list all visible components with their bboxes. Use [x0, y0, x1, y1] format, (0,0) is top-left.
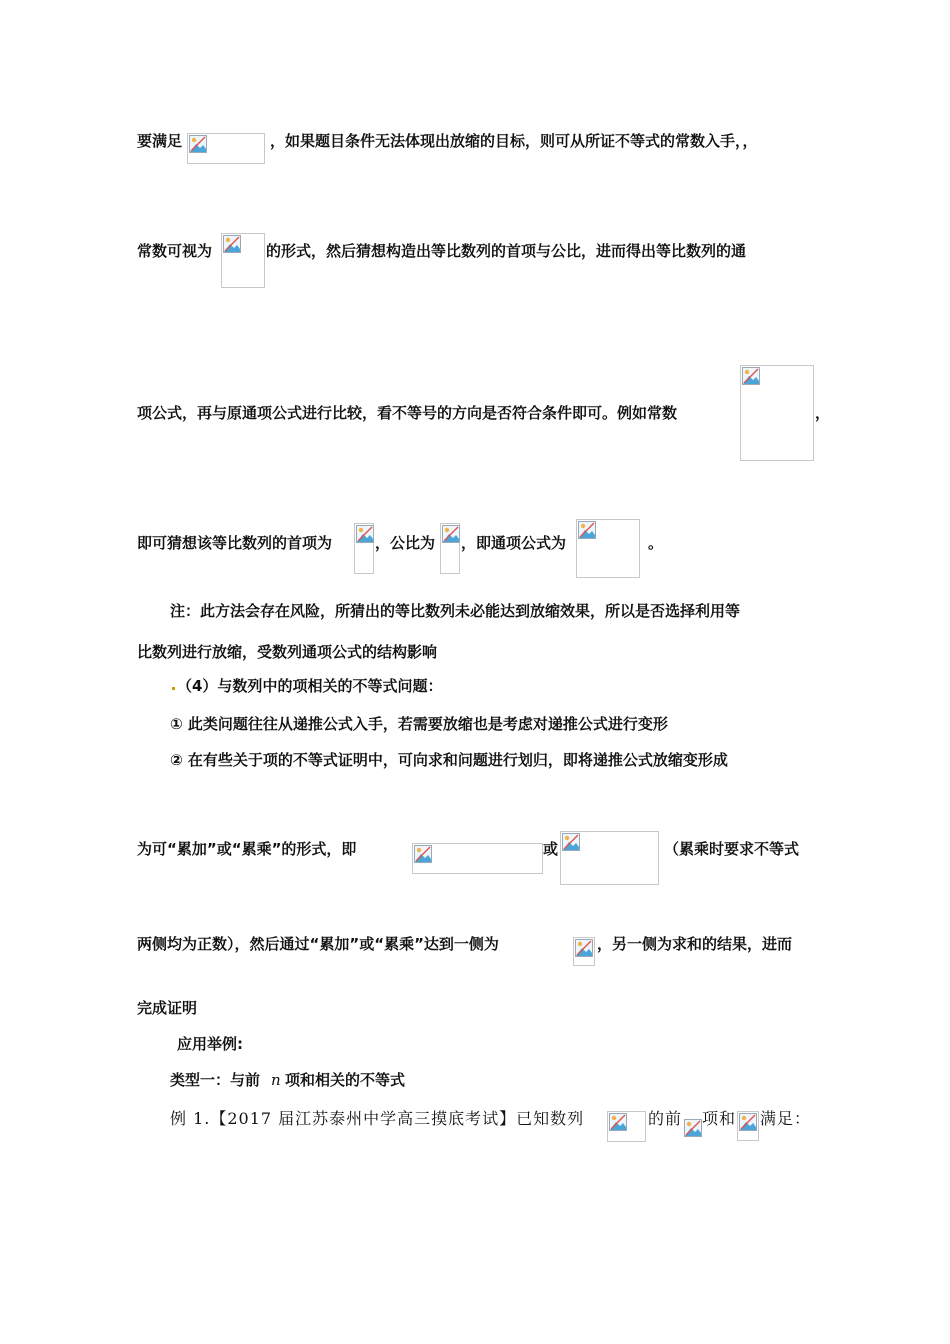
text-span: 注：此方法会存在风险，所猜出的等比数列未必能达到放缩效果，所以是否选择利用等 [170, 602, 741, 620]
broken-image-icon [189, 135, 207, 153]
broken-image-icon [609, 1113, 627, 1131]
formula-image [683, 1118, 701, 1138]
text-span: 常数可视为 [137, 242, 213, 260]
broken-image-icon [414, 845, 432, 863]
text-span: 为可“累加”或“累乘”的形式，即 [137, 840, 357, 858]
text-span: ，公比为 [375, 534, 436, 552]
text-span: ① 此类问题往往从递推公式入手，若需要放缩也是考虑对递推公式进行变形 [170, 715, 668, 733]
text-span: 类型一：与前 [170, 1071, 261, 1089]
broken-image-icon [575, 939, 593, 957]
text-span: 的形式，然后猜想构造出等比数列的首项与公比，进而得出等比数列的通 [266, 242, 747, 260]
text-span: n [271, 1071, 281, 1089]
text-span: ，另一侧为求和的结果，进而 [597, 935, 793, 953]
formula-image [560, 831, 659, 885]
formula-image [740, 365, 814, 461]
text-span: 应用举例: [177, 1035, 243, 1053]
broken-image-icon [739, 1113, 757, 1131]
broken-image-icon [442, 525, 460, 543]
text-span: 完成证明 [137, 999, 198, 1017]
formula-image [440, 523, 460, 574]
formula-image [573, 937, 595, 966]
text-span: （累乘时要求不等式 [664, 840, 800, 858]
text-span: （4）与数列中的项相关的不等式问题： [177, 677, 443, 695]
text-span: 。 [648, 534, 664, 552]
formula-image [412, 843, 543, 874]
text-span: ，即通项公式为 [461, 534, 567, 552]
text-span: 两侧均为正数），然后通过“累加”或“累乘”达到一侧为 [137, 935, 499, 953]
formula-image [221, 233, 265, 288]
text-span: ， [815, 404, 831, 422]
formula-image [576, 519, 640, 578]
broken-image-icon [742, 367, 760, 385]
text-span: 或 [543, 840, 559, 858]
text-span: 比数列进行放缩，受数列通项公式的结构影响 [137, 643, 438, 661]
text-span: 项公式，再与原通项公式进行比较，看不等号的方向是否符合条件即可。例如常数 [137, 404, 678, 422]
text-span: ② 在有些关于项的不等式证明中，可向求和问题进行划归，即将递推公式放缩变形成 [170, 751, 728, 769]
formula-image [187, 133, 265, 164]
text-span: 项和相关的不等式 [285, 1071, 406, 1089]
broken-image-icon [356, 525, 374, 543]
formula-image [607, 1111, 646, 1142]
text-span: 例 1.【2017 届江苏泰州中学高三摸底考试】已知数列 [170, 1109, 585, 1128]
text-span: 即可猜想该等比数列的首项为 [137, 534, 333, 552]
broken-image-icon [684, 1119, 702, 1137]
text-span: 项和 [702, 1109, 737, 1128]
marker-dot [172, 687, 175, 690]
broken-image-icon [223, 235, 241, 253]
broken-image-icon [562, 833, 580, 851]
text-span: 满足： [760, 1109, 812, 1128]
text-span: 的前 [648, 1109, 683, 1128]
formula-image [354, 523, 374, 574]
text-span: ，如果题目条件无法体现出放缩的目标，则可从所证不等式的常数入手，， [270, 132, 758, 150]
text-span: 要满足 [137, 132, 183, 150]
formula-image [737, 1111, 759, 1141]
broken-image-icon [578, 521, 596, 539]
